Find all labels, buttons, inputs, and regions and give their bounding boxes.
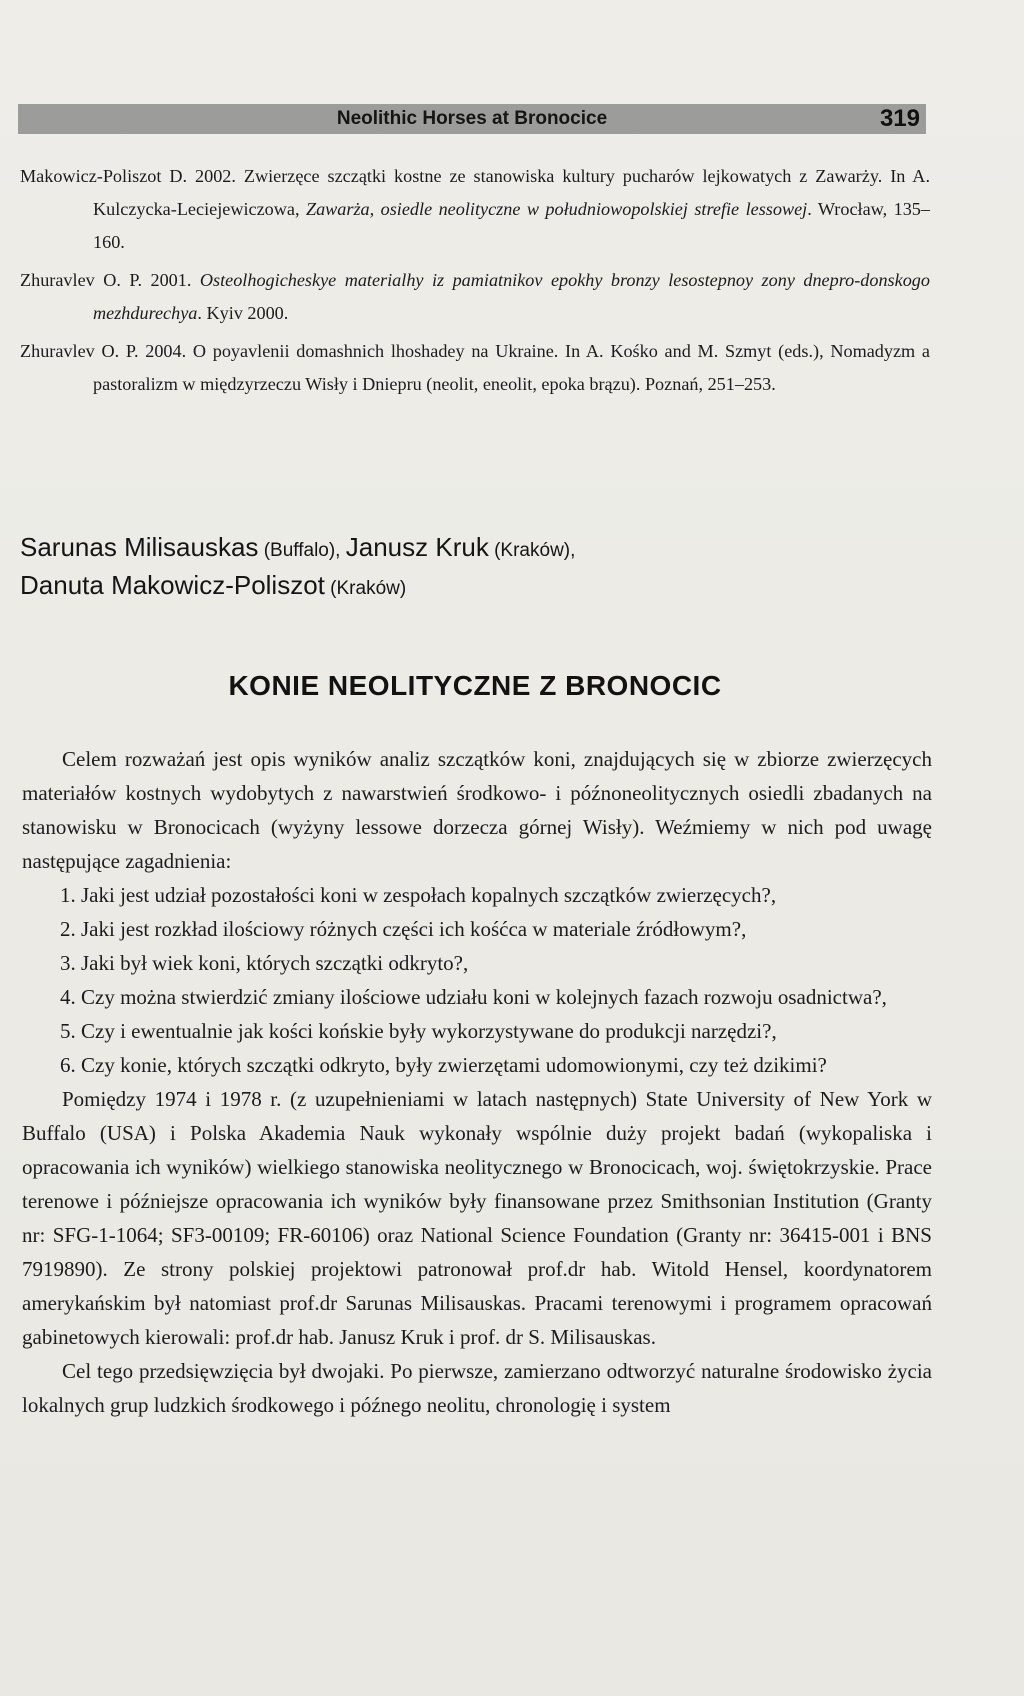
reference-list xyxy=(20,160,930,406)
reference-lead: Makowicz-Poliszot D. 2002. Zwierzęce szczątki kostne ze stanowiska kultury pucharów lejkowatych z Zawarży. In A. Kulczycka-Leciejewiczowa, xyxy=(20,166,930,219)
author-byline xyxy=(20,530,930,606)
reference-tail: . Wrocław, 135–160. xyxy=(93,199,930,252)
author-affiliation: (Kraków) xyxy=(324,578,407,599)
question-item: 2. Jaki jest rozkład ilościowy różnych części ich kośćca w materiale źródłowym?, xyxy=(60,917,747,941)
question-item: 1. Jaki jest udział pozostałości koni w zespołach kopalnych szczątków zwierzęcych?, xyxy=(60,883,777,907)
question-item: 3. Jaki był wiek koni, których szczątki odkryto?, xyxy=(60,951,469,975)
body-paragraph: Cel tego przedsięwzięcia był dwojaki. Po pierwsze, zamierzano odtworzyć naturalne środowisko życia lokalnych grup ludzkich środkowego i późnego neolitu, chronologię i system xyxy=(22,1359,932,1417)
reference-entry xyxy=(20,264,930,330)
question-item: 4. Czy można stwierdzić zmiany ilościowe udziału koni w kolejnych fazach rozwoju osadnictwa?, xyxy=(60,985,887,1009)
author-affiliation: (Buffalo), xyxy=(258,540,346,561)
reference-tail: . Kyiv 2000. xyxy=(197,303,289,323)
author-line-1 xyxy=(20,530,930,568)
running-title: Neolithic Horses at Bronocice xyxy=(336,108,608,129)
author-name: Janusz Kruk xyxy=(345,532,489,562)
question-item: 5. Czy i ewentualnie jak kości końskie były wykorzystywane do produkcji narzędzi?, xyxy=(60,1019,777,1043)
article-body xyxy=(22,742,932,1422)
running-header xyxy=(18,104,926,134)
intro-paragraph: Celem rozważań jest opis wyników analiz szczątków koni, znajdujących się w zbiorze zwierzęcych materiałów kostnych wydobytych z nawarstwień środkowo- i późnoneolitycznych osiedli zbadanych na stanowisku w Bronocicach (wyżyny lessowe dorzecza górnej Wisły). Weźmiemy w nich pod uwagę następujące zagadnienia: xyxy=(22,747,932,873)
reference-italic-title: Zawarża, osiedle neolityczne w południowopolskiej strefie lessowej xyxy=(305,199,808,219)
reference-lead: Zhuravlev O. P. 2001. xyxy=(20,270,200,290)
page-number: 319 xyxy=(879,105,920,132)
article-title: KONIE NEOLITYCZNE Z BRONOCIC xyxy=(228,670,722,701)
author-affiliation: (Kraków), xyxy=(488,540,576,561)
reference-entry xyxy=(20,335,930,401)
author-line-2 xyxy=(20,568,930,606)
author-name: Danuta Makowicz-Poliszot xyxy=(20,570,325,600)
reference-lead: Zhuravlev O. P. 2004. O poyavlenii domashnich lhoshadey na Ukraine. In A. Kośko and M. Szmyt (eds.), Nomadyzm a pastoralizm w międzyrzeczu Wisły i Dniepru (neolit, eneolit, epoka brązu). Poznań, 251–253. xyxy=(20,341,930,394)
reference-entry xyxy=(20,160,930,259)
body-paragraph: Pomiędzy 1974 i 1978 r. (z uzupełnieniami w latach następnych) State University of New York w Buffalo (USA) i Polska Akademia Nauk wykonały wspólnie duży projekt badań (wykopaliska i opracowania ich wyników) wielkiego stanowiska neolitycznego w Bronocicach, woj. świętokrzyskie. Prace terenowe i późniejsze opracowania ich wyników były finansowane przez Smithsonian Institution (Granty nr: SFG-1-1064; SF3-00109; FR-60106) oraz National Science Foundation (Granty nr: 36415-001 i BNS 7919890). Ze strony polskiej projektowi patronował prof.dr hab. Witold Hensel, koordynatorem amerykańskim był natomiast prof.dr Sarunas Milisauskas. Pracami terenowymi i programem opracowań gabinetowych kierowali: prof.dr hab. Janusz Kruk i prof. dr S. Milisauskas. xyxy=(22,1087,932,1349)
reference-italic-title: Osteolhogicheskye materialhy iz pamiatnikov epokhy bronzy lesostepnoy zony dnepro-donskogo mezhdurechya xyxy=(93,270,930,323)
author-name: Sarunas Milisauskas xyxy=(20,532,259,562)
question-item: 6. Czy konie, których szczątki odkryto, były zwierzętami udomowionymi, czy też dzikimi? xyxy=(60,1053,827,1077)
